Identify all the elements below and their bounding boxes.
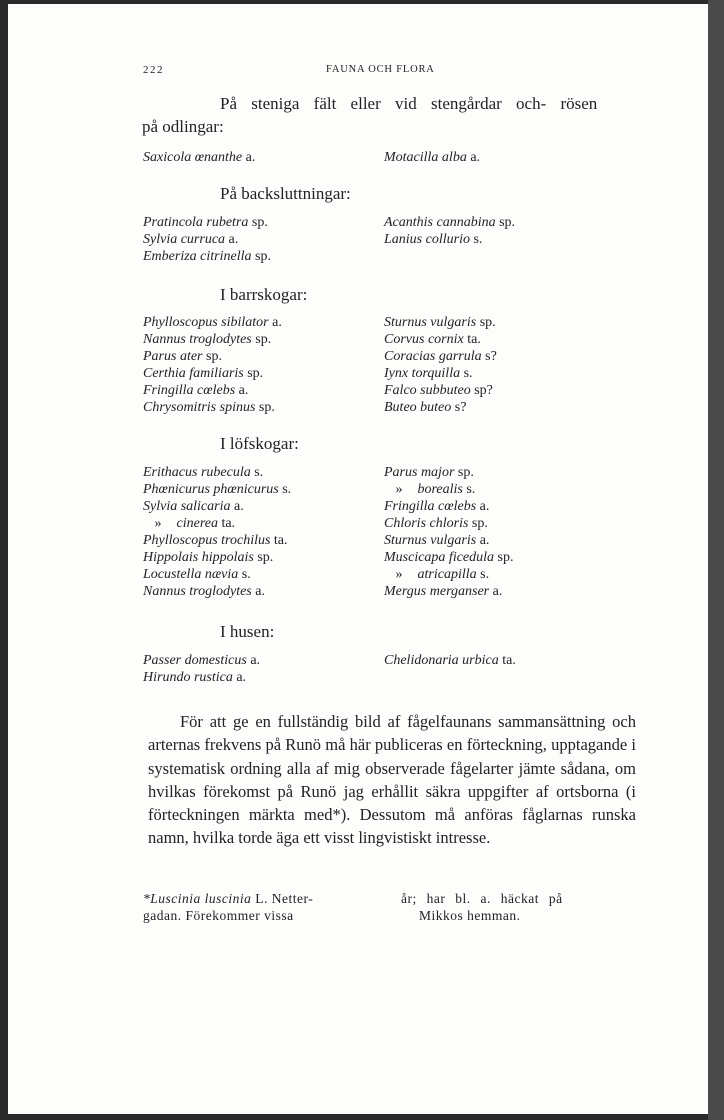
- species-name: Motacilla alba: [384, 150, 467, 165]
- species-name: Nannus troglodytes: [143, 332, 252, 347]
- species-entry: [384, 498, 513, 515]
- frequency-code: a.: [479, 499, 490, 514]
- species-entry: [143, 331, 282, 348]
- frequency-code: a.: [255, 584, 265, 599]
- odlingar-left-list: [143, 149, 255, 166]
- species-name: Saxicola œnanthe: [143, 150, 243, 165]
- heading-backsluttningar: På backsluttningar:: [220, 184, 351, 203]
- species-entry: [143, 348, 282, 365]
- species-entry: [143, 498, 291, 515]
- footnote-right-line-1: år; har bl. a. häckat på: [401, 891, 563, 906]
- species-entry: [143, 464, 291, 481]
- species-entry: [384, 314, 497, 331]
- lofskogar-left-list: [143, 464, 291, 600]
- body-paragraph: [148, 710, 636, 850]
- species-name: Lanius collurio: [384, 232, 470, 247]
- species-entry: [384, 515, 513, 532]
- species-entry: [384, 231, 515, 248]
- frequency-code: ta.: [467, 332, 481, 347]
- species-entry: [143, 481, 291, 498]
- species-name: Sylvia salicaria: [143, 499, 231, 514]
- species-name: Nannus troglodytes: [143, 584, 252, 599]
- species-name: Acanthis cannabina: [384, 215, 496, 230]
- species-name: Falco subbuteo: [384, 383, 471, 398]
- running-title: FAUNA OCH FLORA: [326, 64, 435, 75]
- species-entry: [384, 214, 515, 231]
- species-name: Fringilla cœlebs: [143, 383, 236, 398]
- page-header: [8, 64, 708, 80]
- frequency-code: sp.: [255, 249, 271, 264]
- frequency-code: sp.: [258, 400, 275, 415]
- frequency-code: a.: [272, 315, 282, 330]
- species-entry: [384, 149, 480, 166]
- species-entry: [143, 669, 260, 686]
- paragraph-text: För att ge en fullständig bild af fågelfaunans sammansättning och arternas frekvens på Runö må här publiceras en förteckning, upptagande i systematisk ordning alla af mig observerade fågelarter jämte sådana, om hvilkas förekomst på Runö jag erhållit säkra uppgifter af ortsborna (i förteckningen märkta med*). Dessutom må anföras fåglarnas runska namn, hvilka torde äga ett visst lingvistiskt intresse.: [148, 712, 636, 848]
- species-name: Buteo buteo: [384, 400, 452, 415]
- species-name: Emberiza citrinella: [143, 249, 252, 264]
- frequency-code: a.: [236, 670, 247, 685]
- species-name: Phœnicurus phœnicurus: [143, 482, 279, 497]
- frequency-code: s.: [466, 482, 476, 497]
- footnote-right-line-2: Mikkos hemman.: [419, 908, 521, 923]
- frequency-code: sp.: [257, 550, 274, 565]
- frequency-code: s.: [480, 567, 490, 582]
- frequency-code: a.: [492, 584, 503, 599]
- species-entry: [384, 583, 513, 600]
- species-entry: [384, 348, 497, 365]
- frequency-code: sp.: [479, 315, 496, 330]
- frequency-code: s.: [463, 366, 473, 381]
- ditto-mark: »: [395, 567, 403, 582]
- frequency-code: a.: [250, 653, 261, 668]
- page-number: 222: [143, 64, 164, 76]
- species-name: Iynx torquilla: [384, 366, 461, 381]
- species-name: borealis: [417, 482, 463, 497]
- footnote-left: [143, 890, 313, 924]
- species-name: Hirundo rustica: [143, 670, 233, 685]
- frequency-code: sp.: [471, 516, 488, 531]
- heading-husen: I husen:: [220, 622, 275, 641]
- species-entry: [384, 365, 497, 382]
- species-name: Passer domesticus: [143, 653, 247, 668]
- species-name: Coracias garrula: [384, 349, 482, 364]
- species-name: atricapilla: [417, 567, 477, 582]
- species-entry: [143, 231, 271, 248]
- frequency-code: a.: [245, 150, 256, 165]
- species-name: Fringilla cœlebs: [384, 499, 477, 514]
- species-entry: [143, 566, 291, 583]
- frequency-code: sp.: [206, 349, 222, 364]
- species-name: Chloris chloris: [384, 516, 469, 531]
- species-entry: [143, 549, 291, 566]
- barrskogar-left-list: [143, 314, 282, 416]
- species-entry: [384, 532, 513, 549]
- species-entry: [143, 149, 255, 166]
- frequency-code: ta.: [273, 533, 288, 548]
- species-entry: [143, 365, 282, 382]
- species-entry: [143, 532, 291, 549]
- page-edge: [708, 0, 724, 1120]
- species-entry: [384, 331, 497, 348]
- species-entry: [384, 481, 513, 498]
- species-name: Mergus merganser: [384, 584, 490, 599]
- backsluttningar-right-list: [384, 214, 515, 248]
- species-name: Certhia familiaris: [143, 366, 244, 381]
- frequency-code: a.: [470, 150, 481, 165]
- frequency-code: ta.: [221, 516, 236, 531]
- frequency-code: sp?: [474, 383, 493, 398]
- heading-lofskogar: I löfskogar:: [220, 434, 299, 453]
- frequency-code: a.: [228, 232, 239, 247]
- species-entry: [143, 399, 282, 416]
- species-entry: [384, 549, 513, 566]
- frequency-code: sp.: [247, 366, 264, 381]
- husen-left-list: [143, 652, 260, 686]
- frequency-code: s.: [473, 232, 483, 247]
- frequency-code: sp.: [255, 332, 272, 347]
- frequency-code: s.: [254, 465, 264, 480]
- species-name: Phylloscopus sibilator: [143, 315, 269, 330]
- species-name: Sylvia curruca: [143, 232, 226, 247]
- frequency-code: s.: [241, 567, 251, 582]
- odlingar-right-list: [384, 149, 480, 166]
- frequency-code: sp.: [497, 550, 514, 565]
- frequency-code: sp.: [499, 215, 516, 230]
- species-entry: [143, 515, 291, 532]
- species-name: cinerea: [176, 516, 218, 531]
- species-entry: [143, 652, 260, 669]
- species-name: Parus ater: [143, 349, 203, 364]
- species-name: Chrysomitris spinus: [143, 400, 256, 415]
- species-name: Locustella nævia: [143, 567, 239, 582]
- intro-text: [142, 92, 634, 138]
- footnote-left-line-2: gadan. Förekommer vissa: [143, 908, 294, 923]
- barrskogar-right-list: [384, 314, 497, 416]
- species-name: Muscicapa ficedula: [384, 550, 495, 565]
- frequency-code: a.: [238, 383, 249, 398]
- species-name: Phylloscopus trochilus: [143, 533, 271, 548]
- species-entry: [143, 214, 271, 231]
- frequency-code: sp.: [457, 465, 474, 480]
- species-name: Chelidonaria urbica: [384, 653, 499, 668]
- footnote-right: [401, 890, 563, 924]
- heading-barrskogar: I barrskogar:: [220, 285, 308, 304]
- ditto-mark: »: [395, 482, 403, 497]
- species-name: Pratincola rubetra: [143, 215, 249, 230]
- species-entry: [143, 583, 291, 600]
- species-name: Parus major: [384, 465, 455, 480]
- husen-right-list: [384, 652, 516, 669]
- species-entry: [143, 248, 271, 265]
- frequency-code: ta.: [502, 653, 516, 668]
- species-name: Erithacus rubecula: [143, 465, 251, 480]
- species-entry: [384, 382, 497, 399]
- species-entry: [143, 314, 282, 331]
- frequency-code: s.: [282, 482, 292, 497]
- species-name: Corvus cornix: [384, 332, 464, 347]
- footnote-species: *Luscinia luscinia: [143, 891, 252, 906]
- ditto-mark: »: [154, 516, 162, 531]
- species-entry: [384, 399, 497, 416]
- frequency-code: a.: [234, 499, 244, 514]
- species-name: Hippolais hippolais: [143, 550, 254, 565]
- species-entry: [143, 382, 282, 399]
- species-entry: [384, 566, 513, 583]
- intro-line-2: på odlingar:: [142, 117, 224, 136]
- species-entry: [384, 652, 516, 669]
- footnote-left-line-1: L. Netter-: [255, 891, 314, 906]
- frequency-code: sp.: [251, 215, 268, 230]
- frequency-code: a.: [479, 533, 490, 548]
- species-entry: [384, 464, 513, 481]
- document-page: [8, 4, 708, 1114]
- intro-line-1: På steniga fält eller vid stengårdar och- rösen: [220, 94, 598, 113]
- lofskogar-right-list: [384, 464, 513, 600]
- backsluttningar-left-list: [143, 214, 271, 265]
- frequency-code: s?: [454, 400, 467, 415]
- species-name: Sturnus vulgaris: [384, 533, 477, 548]
- frequency-code: s?: [485, 349, 497, 364]
- species-name: Sturnus vulgaris: [384, 315, 477, 330]
